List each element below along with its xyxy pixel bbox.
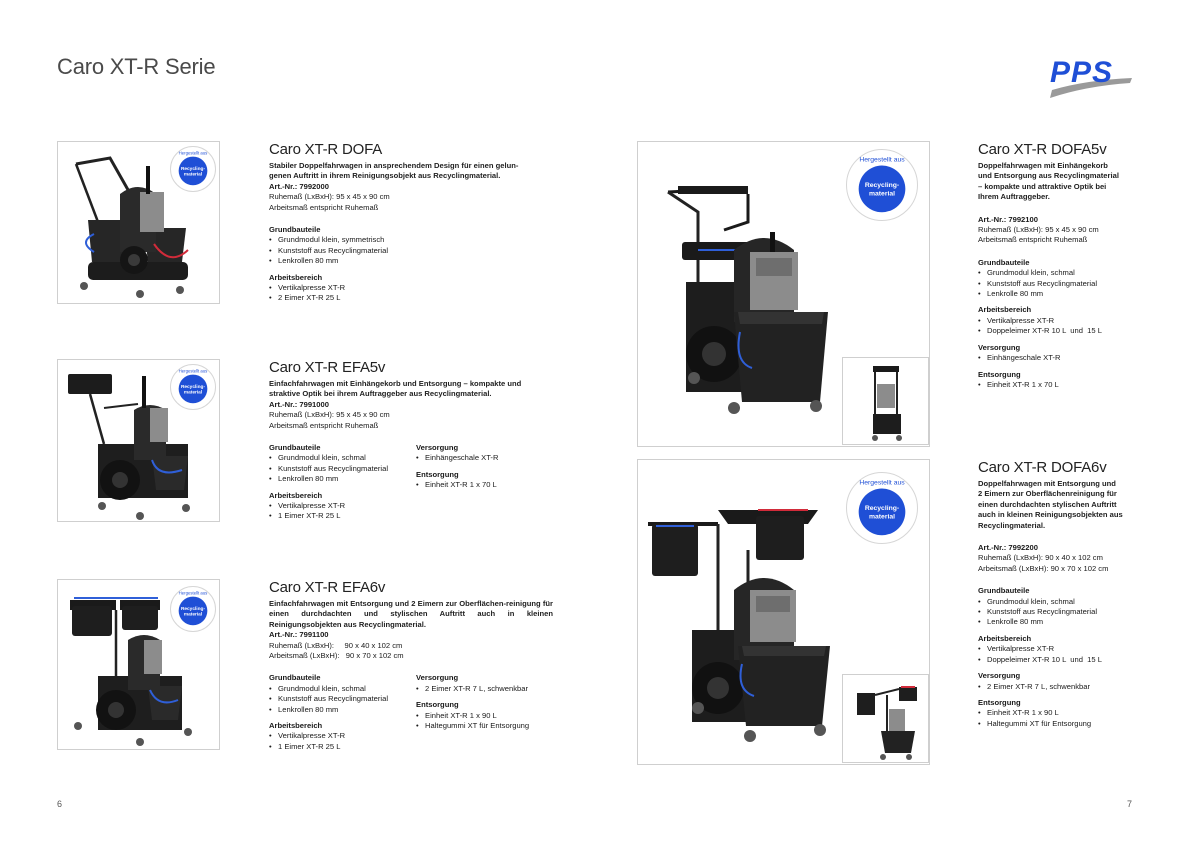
- workarea-list: [269, 283, 554, 304]
- components-list: [269, 453, 409, 484]
- article-number: Art.-Nr.: 7992200: [978, 543, 1038, 553]
- section-heading: Grundbauteile: [269, 443, 321, 453]
- supply-list: [978, 682, 1138, 692]
- section-heading: Entsorgung: [978, 697, 1021, 707]
- disposal-list: [416, 711, 529, 732]
- recycling-badge: [846, 472, 918, 544]
- product-thumbnail-dofa5v: [842, 357, 929, 445]
- workarea-list: [978, 644, 1138, 665]
- section-heading: Entsorgung: [416, 469, 459, 479]
- supply-list: [978, 353, 1138, 363]
- article-number: Art.-Nr.: 7992000: [269, 181, 329, 191]
- workarea-list: [269, 731, 409, 752]
- recycling-badge: [170, 146, 216, 192]
- product-efa5v: [269, 359, 554, 522]
- section-heading: Grundbauteile: [269, 225, 321, 235]
- svg-text:Hergestellt aus: Hergestellt aus: [178, 150, 208, 156]
- rest-dimension: Ruhemaß (LxBxH): 95 x 45 x 90 cm: [269, 192, 390, 202]
- list-item: • Vertikalpresse XT-R: [269, 283, 554, 293]
- svg-text:material: material: [868, 513, 896, 521]
- list-item: • Vertikalpresse XT-R: [978, 644, 1138, 654]
- disposal-list: [978, 380, 1138, 390]
- page-number-left: 6: [57, 799, 63, 809]
- rest-dimension: Ruhemaß (LxBxH): 95 x 45 x 90 cm: [978, 225, 1099, 235]
- article-number: Art.-Nr.: 7991100: [269, 630, 329, 640]
- list-item: • Lenkrolle 80 mm: [978, 617, 1138, 627]
- list-item: • 2 Eimer XT-R 7 L, schwenkbar: [416, 684, 529, 694]
- product-thumbnail-dofa6v: [842, 674, 929, 763]
- list-item: • Einheit XT-R 1 x 90 L: [978, 708, 1138, 718]
- section-heading: Grundbauteile: [269, 673, 321, 683]
- list-item: • 1 Eimer XT-R 25 L: [269, 511, 409, 521]
- svg-text:Recycling-: Recycling-: [180, 384, 206, 390]
- section-heading: Arbeitsbereich: [978, 305, 1032, 315]
- list-item: • Kunststoff aus Recyclingmaterial: [269, 694, 409, 704]
- recycling-badge: [846, 149, 918, 221]
- svg-text:material: material: [868, 190, 896, 198]
- list-item: • Vertikalpresse XT-R: [269, 731, 409, 741]
- work-dimension: Arbeitsmaß entspricht Ruhemaß: [269, 420, 379, 430]
- workarea-list: [978, 316, 1138, 337]
- section-heading: Arbeitsbereich: [269, 721, 323, 731]
- list-item: • Kunststoff aus Recyclingmaterial: [978, 279, 1138, 289]
- rest-dimension: Ruhemaß (LxBxH): 95 x 45 x 90 cm: [269, 410, 390, 420]
- list-item: • 1 Eimer XT-R 25 L: [269, 742, 409, 752]
- section-heading: Versorgung: [978, 671, 1021, 681]
- list-item: • Kunststoff aus Recyclingmaterial: [269, 464, 409, 474]
- product-title: Caro XT-R DOFA6v: [978, 459, 1107, 476]
- product-efa6v: [269, 579, 553, 752]
- rest-dimension: Ruhemaß (LxBxH): 90 x 40 x 102 cm: [978, 553, 1103, 563]
- supply-list: [416, 453, 498, 463]
- list-item: • 2 Eimer XT-R 7 L, schwenkbar: [978, 682, 1138, 692]
- product-dofa: [269, 141, 554, 304]
- list-item: • Doppeleimer XT-R 10 L und 15 L: [978, 326, 1138, 336]
- components-list: [269, 235, 554, 266]
- list-item: • Grundmodul klein, schmal: [269, 453, 409, 463]
- svg-text:Hergestellt aus: Hergestellt aus: [178, 368, 208, 374]
- section-heading: Grundbauteile: [978, 586, 1030, 596]
- product-title: Caro XT-R DOFA: [269, 141, 383, 158]
- product-title: Caro XT-R EFA5v: [269, 359, 386, 376]
- list-item: • Doppeleimer XT-R 10 L und 15 L: [978, 655, 1138, 665]
- section-heading: Arbeitsbereich: [978, 633, 1032, 643]
- svg-text:material: material: [183, 612, 203, 618]
- svg-text:Recycling-: Recycling-: [864, 504, 900, 512]
- svg-text:Recycling-: Recycling-: [864, 181, 900, 189]
- list-item: • Grundmodul klein, schmal: [269, 684, 409, 694]
- list-item: • Lenkrollen 80 mm: [269, 474, 409, 484]
- components-list: [978, 268, 1138, 299]
- list-item: • Einheit XT-R 1 x 90 L: [416, 711, 529, 721]
- section-heading: Versorgung: [416, 673, 459, 683]
- components-list: [978, 597, 1138, 628]
- product-description: Stabiler Doppelfahrwagen in ansprechendem Design für einen gelun- genen Auftritt in ihrem Reinigungsobjekt aus Recyclingmaterial.: [269, 161, 519, 181]
- product-description: Einfachfahrwagen mit Einhängekorb und Entsorgung – kompakte und straktive Optik bei ihrem Auftraggeber aus Recyclingmaterial.: [269, 379, 522, 399]
- svg-text:Hergestellt aus: Hergestellt aus: [859, 479, 905, 487]
- pps-logo: [1046, 50, 1134, 104]
- components-list: [269, 684, 409, 715]
- list-item: • Lenkrolle 80 mm: [978, 289, 1138, 299]
- work-dimension: Arbeitsmaß entspricht Ruhemaß: [978, 235, 1088, 245]
- list-item: • Grundmodul klein, schmal: [978, 597, 1138, 607]
- list-item: • Haltegummi XT für Entsorgung: [978, 719, 1138, 729]
- section-heading: Versorgung: [978, 342, 1021, 352]
- list-item: • Einhängeschale XT-R: [978, 353, 1138, 363]
- logo-text: PPS: [1050, 56, 1114, 89]
- product-title: Caro XT-R EFA6v: [269, 579, 386, 596]
- recycling-badge: [170, 586, 216, 632]
- list-item: • Kunststoff aus Recyclingmaterial: [269, 246, 554, 256]
- disposal-list: [416, 480, 498, 490]
- section-heading: Entsorgung: [978, 369, 1021, 379]
- page-title: Caro XT-R Serie: [57, 54, 216, 79]
- section-heading: Grundbauteile: [978, 257, 1030, 267]
- list-item: • 2 Eimer XT-R 25 L: [269, 293, 554, 303]
- list-item: • Einhängeschale XT-R: [416, 453, 498, 463]
- recycling-badge: [170, 364, 216, 410]
- list-item: • Grundmodul klein, symmetrisch: [269, 235, 554, 245]
- svg-text:material: material: [183, 390, 203, 396]
- disposal-list: [978, 708, 1138, 729]
- section-heading: Arbeitsbereich: [269, 272, 323, 282]
- list-item: • Einheit XT-R 1 x 70 L: [978, 380, 1138, 390]
- product-description: Doppelfahrwagen mit Entsorgung und 2 Eimern zur Oberflächenreinigung für einen durchdachten stylischen Auftritt auch in kleinen Reinigungsobjekten aus Recyclingmaterial.: [978, 479, 1123, 530]
- list-item: • Haltegummi XT für Entsorgung: [416, 721, 529, 731]
- article-number: Art.-Nr.: 7992100: [978, 214, 1038, 224]
- svg-text:Hergestellt aus: Hergestellt aus: [859, 156, 905, 164]
- work-dimension: Arbeitsmaß (LxBxH): 90 x 70 x 102 cm: [269, 651, 404, 661]
- list-item: • Lenkrollen 80 mm: [269, 705, 409, 715]
- list-item: • Vertikalpresse XT-R: [269, 501, 409, 511]
- list-item: • Vertikalpresse XT-R: [978, 316, 1138, 326]
- list-item: • Einheit XT-R 1 x 70 L: [416, 480, 498, 490]
- section-heading: Entsorgung: [416, 700, 459, 710]
- svg-text:Recycling-: Recycling-: [180, 166, 206, 172]
- supply-list: [416, 684, 529, 694]
- product-title: Caro XT-R DOFA5v: [978, 141, 1107, 158]
- svg-text:Recycling-: Recycling-: [180, 606, 206, 612]
- list-item: • Grundmodul klein, schmal: [978, 268, 1138, 278]
- work-dimension: Arbeitsmaß (LxBxH): 90 x 70 x 102 cm: [978, 563, 1109, 573]
- product-dofa6v: [978, 459, 1138, 729]
- product-description: Doppelfahrwagen mit Einhängekorb und Entsorgung aus Recyclingmaterial – kompakte und attraktive Optik bei Ihrem Auftraggeber.: [978, 161, 1119, 202]
- product-description: Einfachfahrwagen mit Entsorgung und 2 Eimern zur Oberflächen-reinigung für einen durchdachten und stylischen Auftritt auch in kleinen Reinigungsobjekten aus Recyclingmaterial.: [269, 599, 553, 629]
- workarea-list: [269, 501, 409, 522]
- rest-dimension: Ruhemaß (LxBxH): 90 x 40 x 102 cm: [269, 640, 403, 650]
- section-heading: Arbeitsbereich: [269, 490, 323, 500]
- svg-text:Hergestellt aus: Hergestellt aus: [178, 590, 208, 596]
- list-item: • Lenkrollen 80 mm: [269, 256, 554, 266]
- section-heading: Versorgung: [416, 443, 459, 453]
- product-dofa5v: [978, 141, 1138, 390]
- page-number-right: 7: [1127, 799, 1133, 809]
- work-dimension: Arbeitsmaß entspricht Ruhemaß: [269, 202, 379, 212]
- svg-text:material: material: [183, 172, 203, 178]
- list-item: • Kunststoff aus Recyclingmaterial: [978, 607, 1138, 617]
- article-number: Art.-Nr.: 7991000: [269, 399, 329, 409]
